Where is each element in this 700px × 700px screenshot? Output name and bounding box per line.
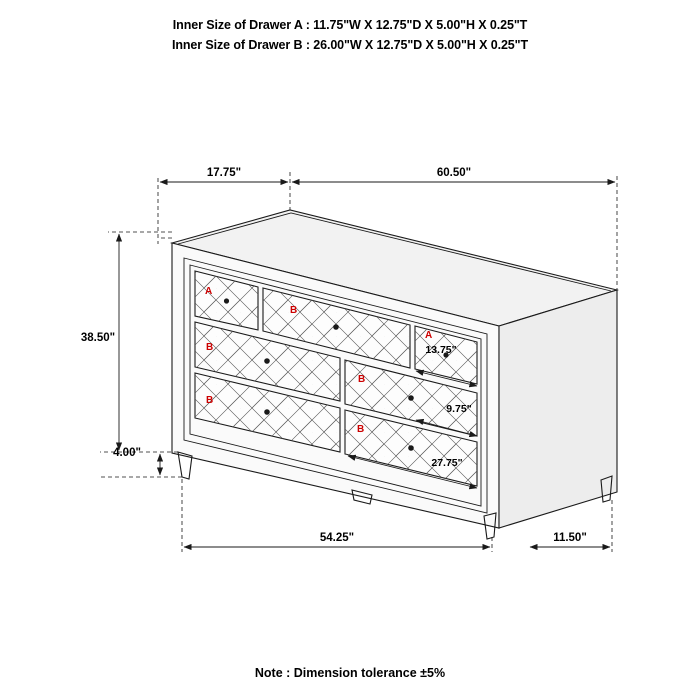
dim-drawer-b-small-label: 9.75"	[446, 403, 472, 415]
dim-top-left-label: 17.75"	[206, 167, 242, 179]
drawer-label-b-left-bot: B	[206, 395, 214, 406]
drawer-label-a2: A	[425, 330, 433, 341]
cabinet-right-side	[499, 290, 617, 528]
drawer-label-b-right-mid: B	[358, 374, 366, 385]
drawer-label-b-right-bot: B	[357, 424, 365, 435]
drawer-label-b-left-mid: B	[206, 342, 214, 353]
drawer-label-a1: A	[205, 286, 213, 297]
dim-drawer-b-wide-label: 27.75"	[431, 457, 463, 469]
dim-bottom-right-label: 11.50"	[553, 532, 587, 544]
tolerance-note: Note : Dimension tolerance ±5%	[254, 666, 446, 680]
dim-top-right-label: 60.50"	[436, 167, 472, 179]
dim-height-total-label: 38.50"	[80, 332, 116, 344]
drawer-a-spec-text: Inner Size of Drawer A : 11.75"W X 12.75"D X 5.00"H X 0.25"T	[172, 18, 528, 32]
drawer-label-b-top: B	[290, 305, 298, 316]
dim-leg-height-label: 4.00"	[113, 447, 141, 459]
drawer-b-spec-text: Inner Size of Drawer B : 26.00"W X 12.75"D X 5.00"H X 0.25"T	[171, 38, 529, 52]
dim-drawer-a-width-label: 13.75"	[425, 344, 457, 356]
dim-bottom-main-label: 54.25"	[319, 532, 355, 544]
